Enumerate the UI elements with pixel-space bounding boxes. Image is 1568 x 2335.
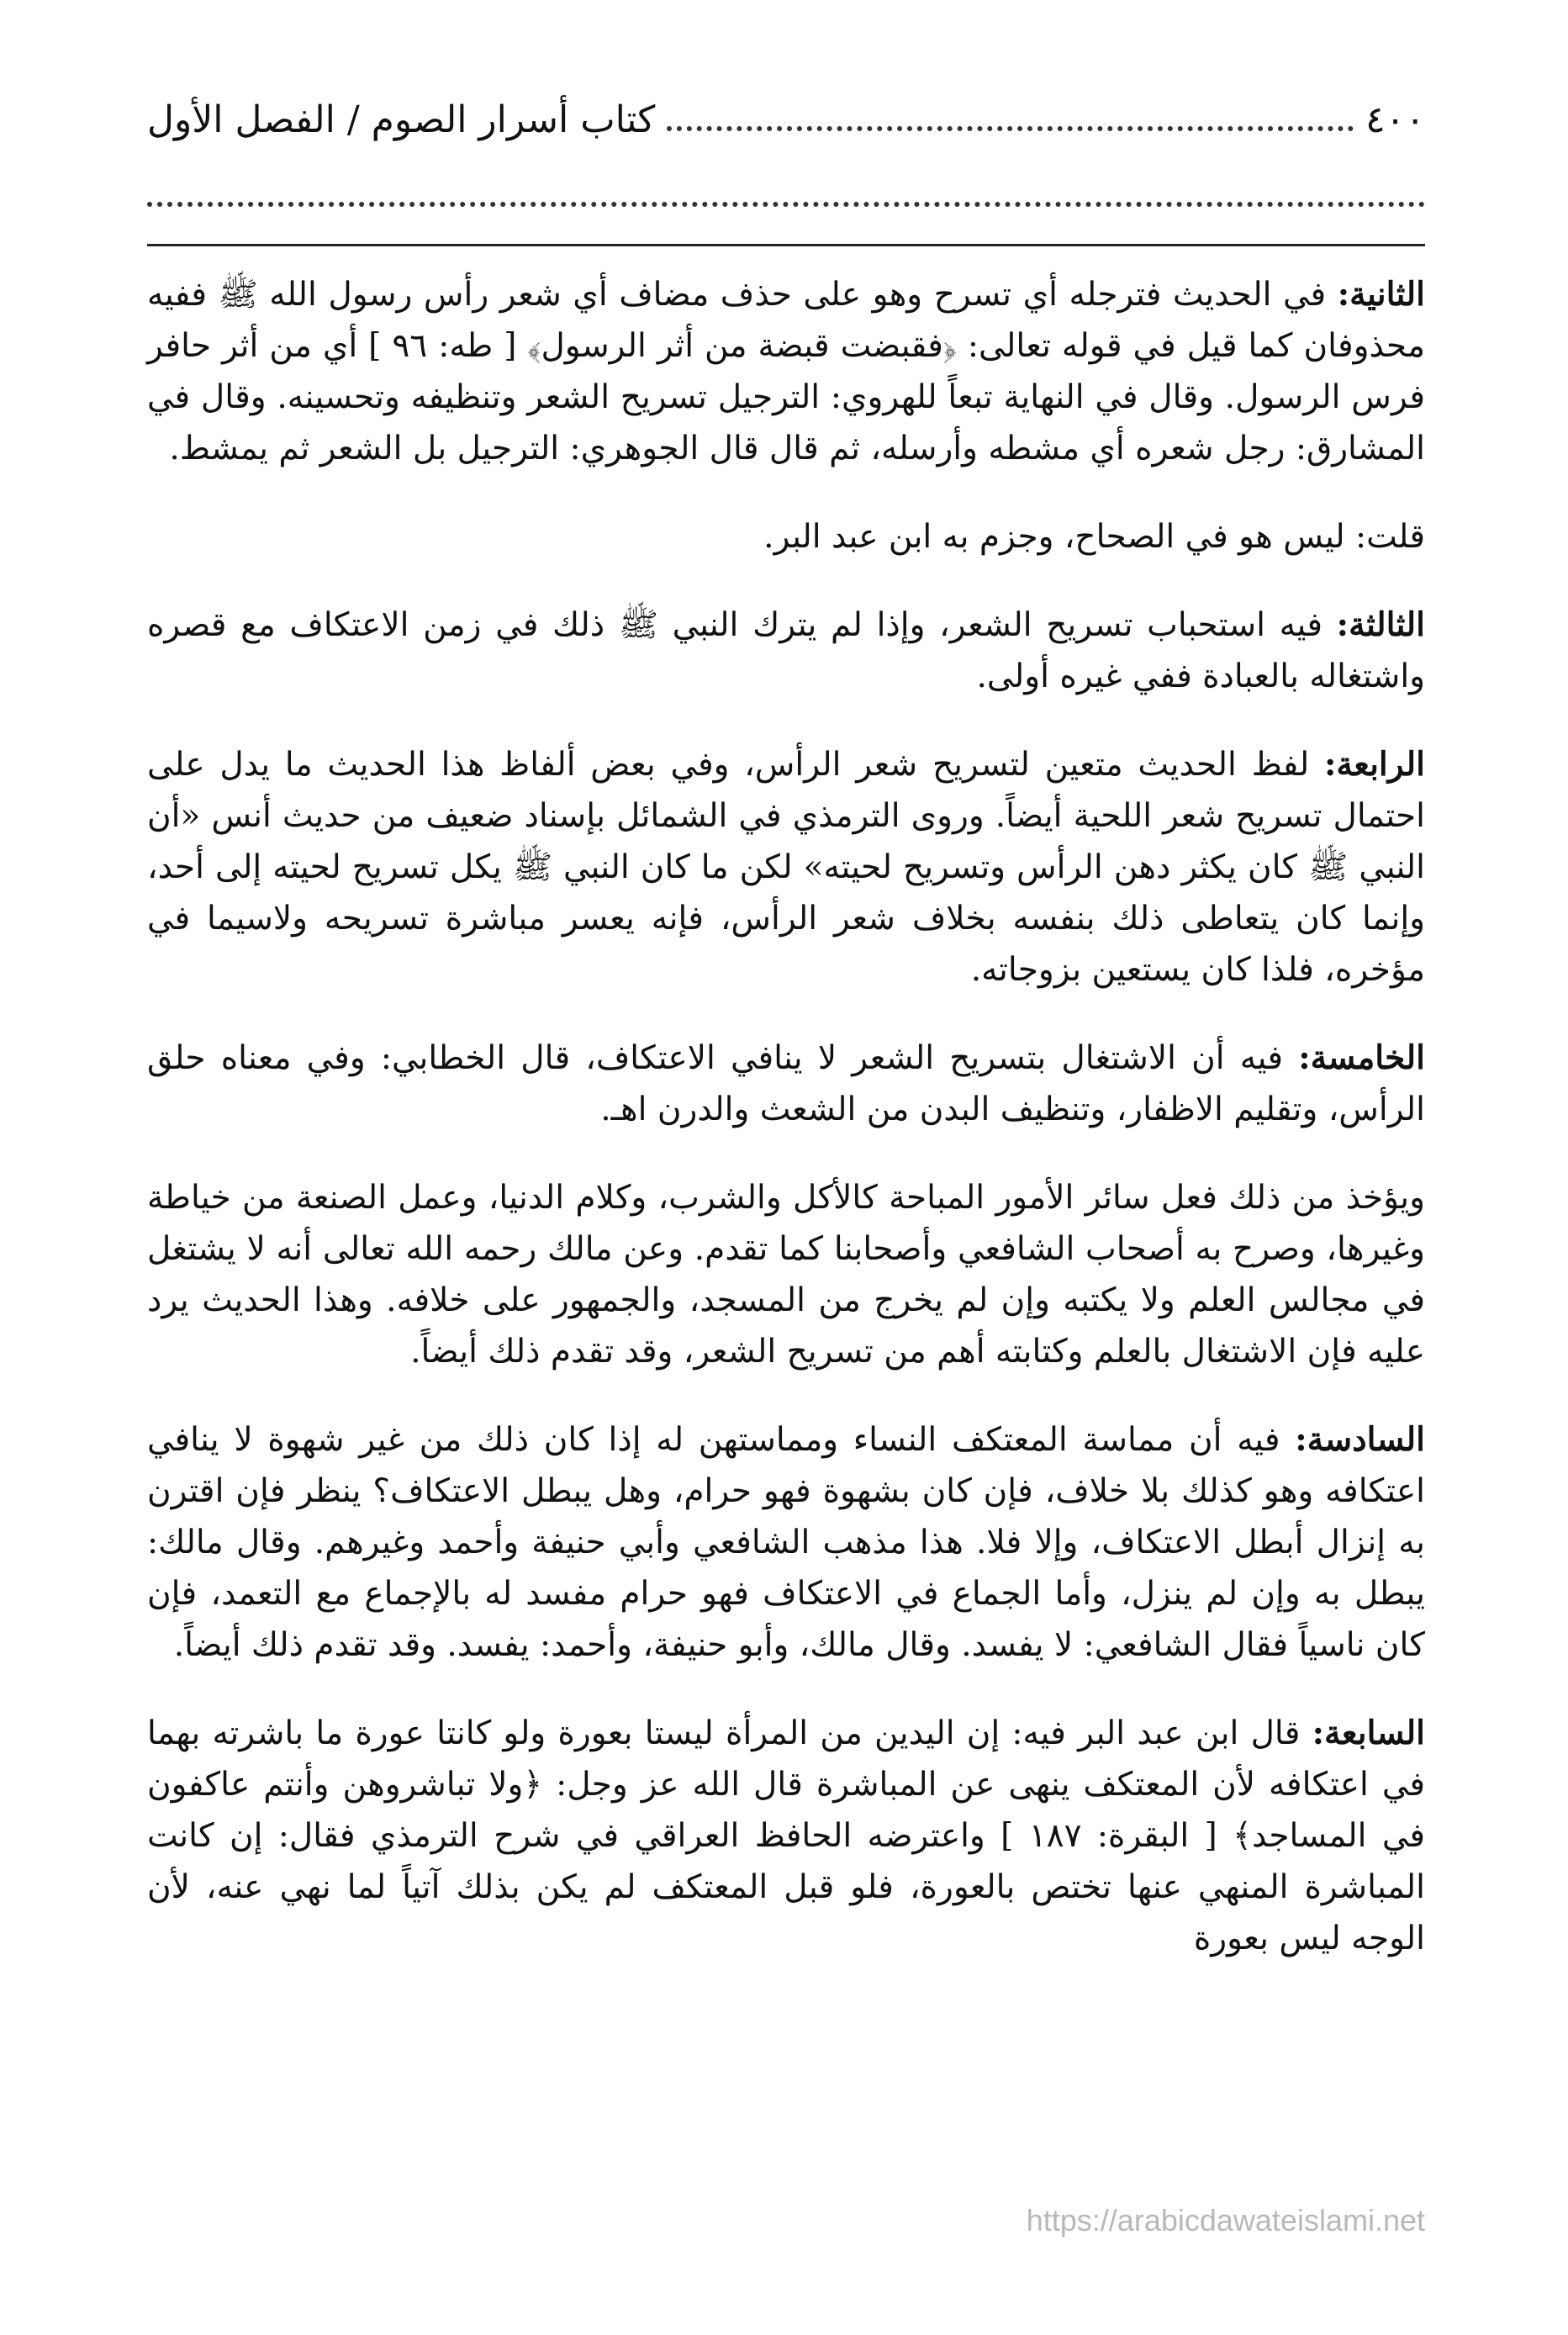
source-watermark: https://arabicdawateislami.net xyxy=(1026,2203,1425,2237)
paragraph-fifth xyxy=(147,1033,1425,1135)
header-rule xyxy=(147,244,1425,246)
paragraph-lead: الثالثة: xyxy=(1336,605,1425,644)
paragraph-text: لفظ الحديث متعين لتسريح شعر الرأس، وفي بعض ألفاظ هذا الحديث ما يدل على احتمال تسريح شعر اللحية أيضاً. وروى الترمذي في الشمائل بإسناد ضعيف من حديث أنس «أن النبي ﷺ كان يكثر دهن الرأس وتسريح لحيته» لكن ما كان النبي ﷺ يكل تسريح لحيته إلى أحد، وإنما كان يتعاطى ذلك بنفسه بخلاف شعر الرأس، فإنه يعسر مباشرة تسريحه ولاسيما في مؤخره، فلذا كان يستعين بزوجاته. xyxy=(147,746,1426,989)
paragraph-seventh xyxy=(147,1708,1425,1964)
paragraph-text: ويؤخذ من ذلك فعل سائر الأمور المباحة كالأكل والشرب، وكلام الدنيا، وعمل الصنعة من خياطة وغيرها، وصرح به أصحاب الشافعي وأصحابنا كما تقدم. وعن مالك رحمه الله تعالى أنه لا يشتغل في مجالس العلم ولا يكتبه وإن لم يخرج من المسجد، والجمهور على خلافه. وهذا الحديث يرد عليه فإن الاشتغال بالعلم وكتابته أهم من تسريح الشعر، وقد تقدم ذلك أيضاً. xyxy=(147,1179,1425,1371)
running-title: كتاب أسرار الصوم / الفصل الأول xyxy=(147,98,656,142)
paragraph-text: قلت: ليس هو في الصحاح، وجزم به ابن عبد البر. xyxy=(763,518,1425,556)
dotted-separator xyxy=(147,202,1425,212)
paragraph-text: فيه أن مماسة المعتكف النساء ومماستهن له إذا كان ذلك من غير شهوة لا ينافي اعتكافه وهو كذلك بلا خلاف، فإن كان بشهوة فهو حرام، وهل يبطل الاعتكاف؟ ينظر فإن اقترن به إنزال أبطل الاعتكاف، وإلا فلا. هذا مذهب الشافعي وأبي حنيفة وأحمد وغيرهم. وقال مالك: يبطل به وإن لم ينزل، وأما الجماع في الاعتكاف فهو حرام مفسد له بالإجماع مع التعمد، فإن كان ناسياً فقال الشافعي: لا يفسد. وقال مالك، وأبو حنيفة، وأحمد: يفسد. وقد تقدم ذلك أيضاً. xyxy=(147,1421,1425,1664)
paragraph-lead: السادسة: xyxy=(1295,1420,1425,1459)
paragraph-second xyxy=(147,269,1425,474)
paragraph-lead: الخامسة: xyxy=(1298,1038,1425,1077)
paragraph-text: فيه أن الاشتغال بتسريح الشعر لا ينافي الاعتكاف، قال الخطابي: وفي معناه حلق الرأس، وتقليم الاظفار، وتنظيف البدن من الشعث والدرن اهـ. xyxy=(147,1039,1425,1128)
paragraph-text: فيه استحباب تسريح الشعر، وإذا لم يترك النبي ﷺ ذلك في زمن الاعتكاف مع قصره واشتغاله بالعبادة ففي غيره أولى. xyxy=(147,606,1425,695)
paragraph-lead: السابعة: xyxy=(1312,1714,1425,1752)
paragraph-fourth xyxy=(147,739,1425,996)
paragraph-lead: الثانية: xyxy=(1337,275,1425,314)
running-header xyxy=(147,84,1425,143)
page-body xyxy=(147,269,1425,2001)
paragraph-note xyxy=(147,511,1425,563)
paragraph-sixth xyxy=(147,1414,1425,1671)
paragraph-lead: الرابعة: xyxy=(1323,745,1425,784)
paragraph-third xyxy=(147,600,1425,702)
paragraph-text: في الحديث فترجله أي تسرح وهو على حذف مضاف أي شعر رأس رسول الله ﷺ ففيه محذوفان كما قيل في قوله تعالى: ﴿فقبضت قبضة من أثر الرسول﴾ [ طه: ٩٦ ] أي من أثر حافر فرس الرسول. وقال في النهاية تبعاً للهروي: الترجيل تسريح الشعر وتنظيفه وتحسينه. وقال في المشارق: رجل شعره أي مشطه وأرسله، ثم قال قال الجوهري: الترجيل بل الشعر ثم يمشط. xyxy=(147,276,1425,468)
page-number: ٤٠٠ xyxy=(1365,98,1425,142)
paragraph-fifth-continued xyxy=(147,1172,1425,1377)
header-dotted-leader xyxy=(667,118,1354,131)
paragraph-text: قال ابن عبد البر فيه: إن اليدين من المرأة ليستا بعورة ولو كانتا عورة ما باشرته بهما في اعتكافه لأن المعتكف ينهى عن المباشرة قال الله عز وجل: ﴿ولا تباشروهن وأنتم عاكفون في المساجد﴾ [ البقرة: ١٨٧ ] واعترضه الحافظ العراقي في شرح الترمذي فقال: إن كانت المباشرة المنهي عنها تختص بالعورة، فلو قبل المعتكف لم يكن بذلك آتياً لما نهي عنه، لأن الوجه ليس بعورة xyxy=(147,1714,1426,1957)
